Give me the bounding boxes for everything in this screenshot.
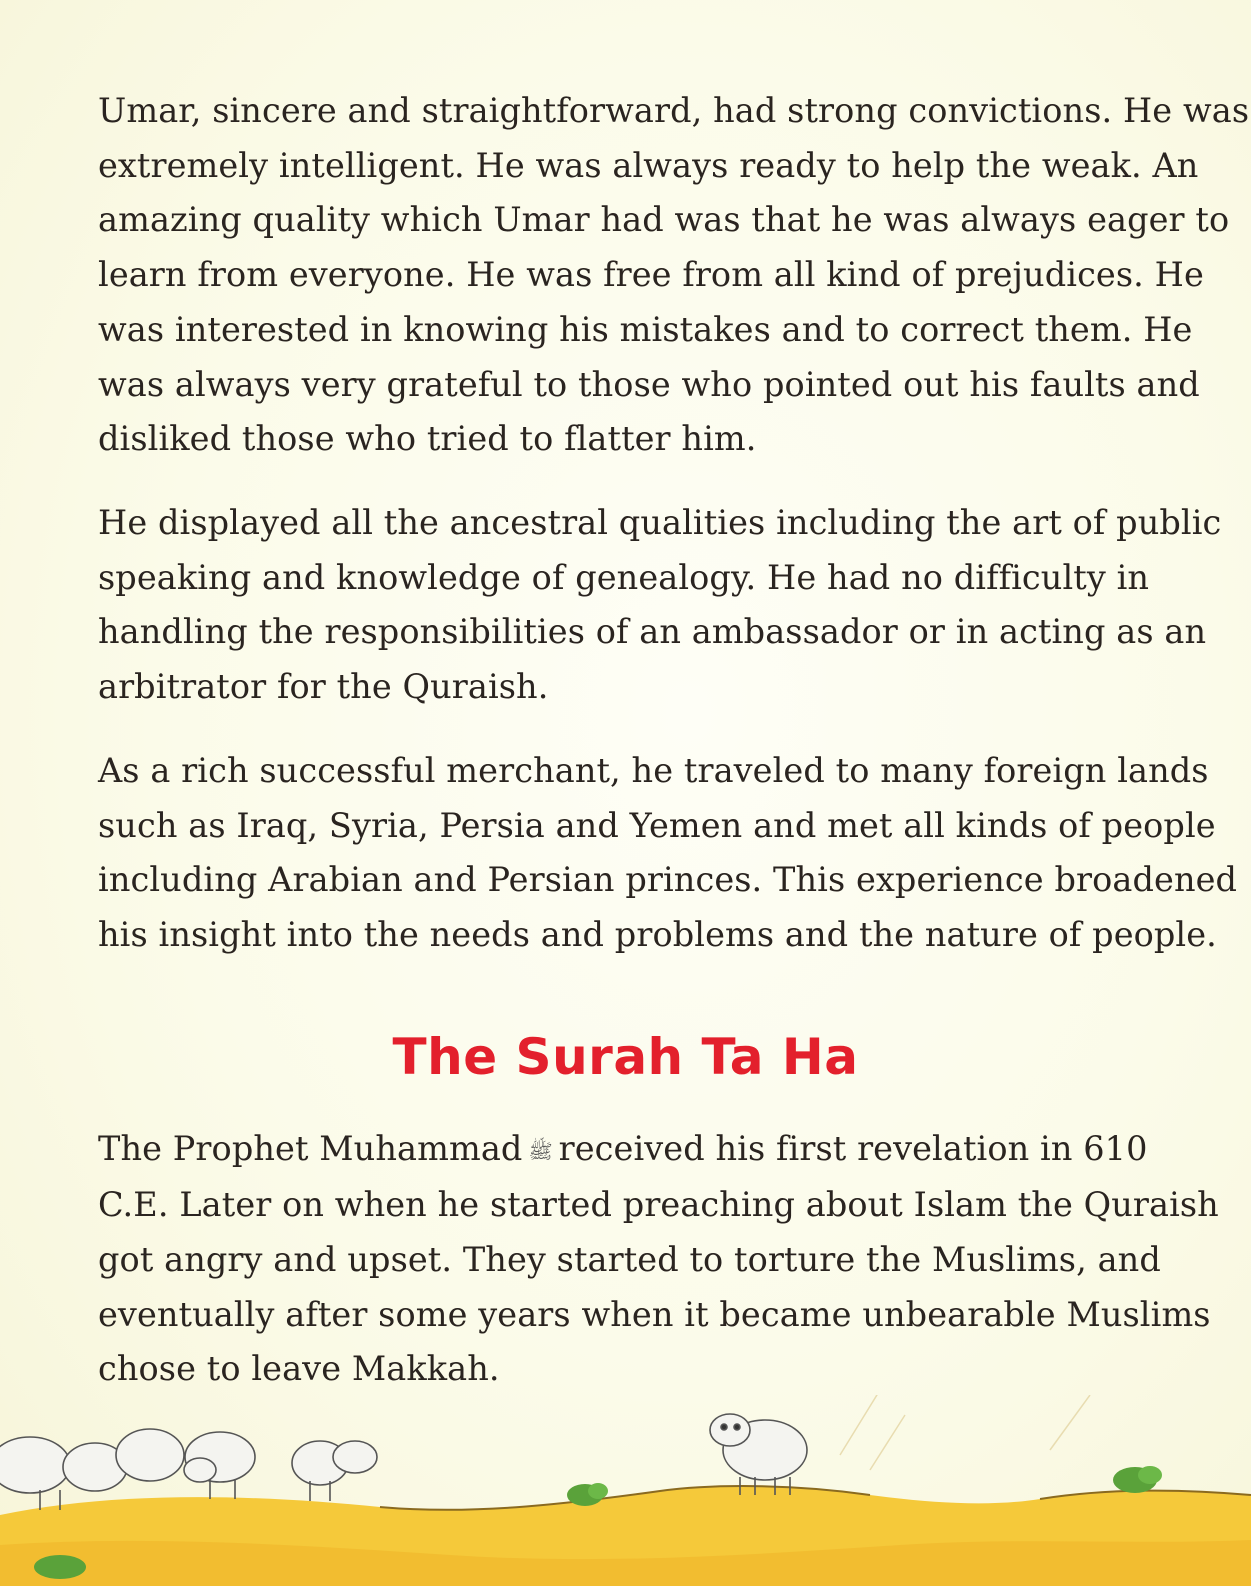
text-line: his insight into the needs and problems and the nature of people. bbox=[98, 915, 1217, 955]
paragraph-1 bbox=[98, 84, 1250, 467]
text-line: C.E. Later on when he started preaching about Islam the Quraish bbox=[98, 1185, 1219, 1225]
text-line bbox=[98, 1122, 1208, 1178]
text-line: speaking and knowledge of genealogy. He had no difficulty in bbox=[98, 557, 1150, 597]
honorific-symbol: ﷺ bbox=[528, 1138, 553, 1163]
paragraph-2 bbox=[98, 496, 1222, 715]
paragraph-2-text bbox=[98, 496, 1222, 715]
sheep bbox=[710, 1414, 807, 1495]
text-line: extremely intelligent. He was always ready to help the weak. An bbox=[98, 145, 1199, 185]
text-line: learn from everyone. He was free from all kind of prejudices. He bbox=[98, 255, 1204, 295]
text-line: disliked those who tried to flatter him. bbox=[98, 419, 757, 459]
section-paragraph-text bbox=[98, 1122, 1219, 1397]
text-line: Umar, sincere and straightforward, had strong convictions. He was bbox=[98, 91, 1250, 130]
text-line: handling the responsibilities of an ambassador or in acting as an bbox=[98, 612, 1207, 652]
sketch-strokes bbox=[840, 1395, 1090, 1470]
text-line: eventually after some years when it became unbearable Muslims bbox=[98, 1294, 1211, 1334]
text-line: As a rich successful merchant, he traveled to many foreign lands bbox=[98, 751, 1209, 790]
paragraph-1-text bbox=[98, 84, 1250, 467]
text-line: such as Iraq, Syria, Persia and Yemen and met all kinds of people bbox=[98, 805, 1216, 845]
section-heading: The Surah Ta Ha bbox=[392, 1028, 859, 1086]
text-line: amazing quality which Umar had was that he was always eager to bbox=[98, 200, 1230, 240]
paragraph-3 bbox=[98, 744, 1238, 963]
text-line: chose to leave Makkah. bbox=[98, 1349, 500, 1389]
text-segment: received his first revelation in 610 bbox=[558, 1129, 1148, 1168]
text-line: arbitrator for the Quraish. bbox=[98, 667, 549, 707]
paragraph-3-text bbox=[98, 744, 1238, 963]
section-paragraph bbox=[98, 1122, 1219, 1397]
text-line: got angry and upset. They started to torture the Muslims, and bbox=[98, 1240, 1161, 1280]
text-line: was interested in knowing his mistakes and to correct them. He bbox=[98, 309, 1193, 349]
text-segment: The Prophet Muhammad bbox=[98, 1129, 523, 1168]
bush bbox=[34, 1555, 86, 1579]
text-line: was always very grateful to those who pointed out his faults and bbox=[98, 364, 1200, 404]
text-line: He displayed all the ancestral qualities including the art of public bbox=[98, 503, 1222, 542]
text-line: including Arabian and Persian princes. This experience broadened bbox=[98, 860, 1238, 900]
bush bbox=[1113, 1466, 1162, 1493]
sheep-illustration bbox=[0, 1395, 1251, 1586]
